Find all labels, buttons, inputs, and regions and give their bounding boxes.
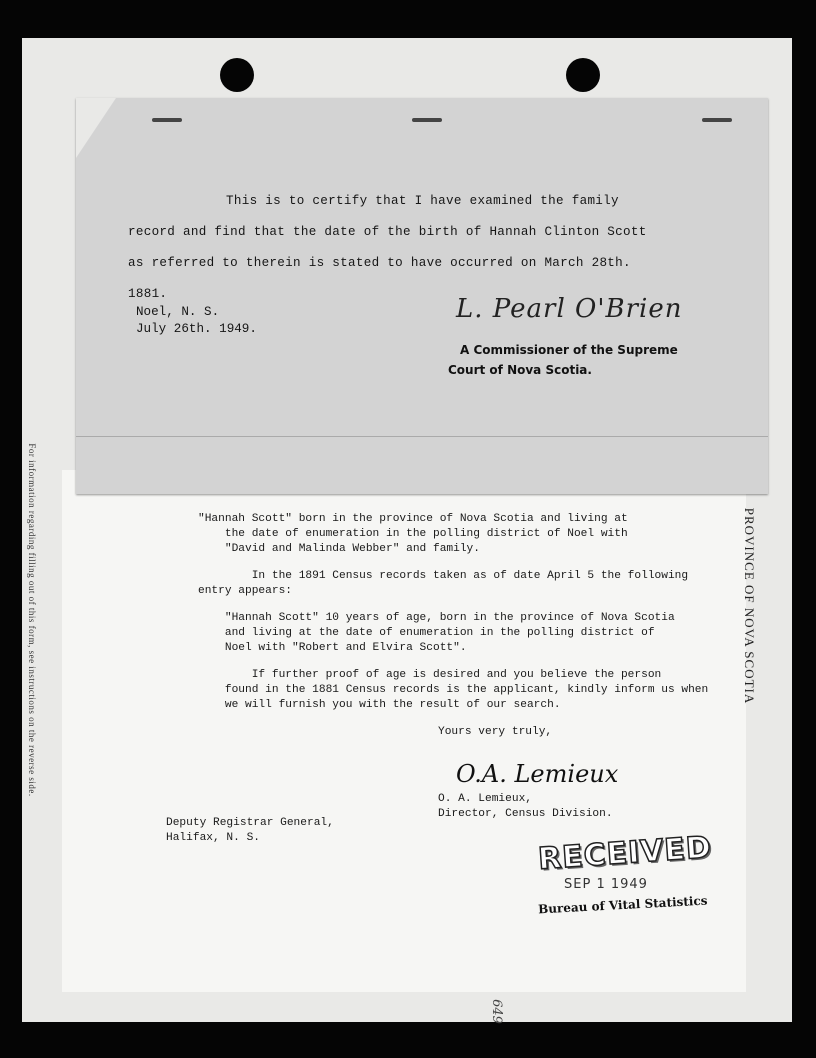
letter-paragraph-2: In the 1891 Census records taken as of date April 5 the following entry appears:: [198, 570, 689, 597]
footer-number: 649: [488, 999, 504, 1024]
certificate-fold-line: [76, 436, 768, 437]
certificate-body: [128, 186, 728, 310]
commissioner-title-line-2: Court of Nova Scotia.: [448, 363, 592, 377]
addressee-line-1: Deputy Registrar General,: [166, 817, 334, 829]
commissioner-signature: L. Pearl O'Brien: [456, 294, 683, 324]
certificate-line-4: 1881.: [128, 287, 168, 301]
certificate-line-3: as referred to therein is stated to have occurred on March 28th.: [128, 256, 631, 270]
letter-paragraph-3: "Hannah Scott" 10 years of age, born in the province of Nova Scotia and living at the date of enumeration in the polling district of Noel with "Robert and Elvira Scott".: [224, 612, 675, 654]
staple-middle: [412, 118, 442, 122]
staple-left: [152, 118, 182, 122]
stamp-date: SEP 1 1949: [564, 877, 648, 892]
punch-hole-right: [566, 58, 600, 92]
margin-instruction-text: For information regarding filling out of this form, see instructions on the reverse side.: [27, 443, 37, 797]
addressee-line-2: Halifax, N. S.: [166, 832, 260, 844]
letter-paragraph-1: "Hannah Scott" born in the province of Nova Scotia and living at the date of enumeration in the polling district of Noel with "David and Malinda Webber" and family.: [198, 513, 628, 555]
certificate-line-1: This is to certify that I have examined the family: [226, 194, 619, 208]
signer-name: O. A. Lemieux,: [438, 793, 532, 805]
signer-block: [438, 792, 613, 822]
census-letter: [62, 470, 746, 992]
certificate-line-2: record and find that the date of the birth of Hannah Clinton Scott: [128, 225, 647, 239]
certificate-slip: [76, 98, 768, 494]
stamp-bureau: Bureau of Vital Statistics: [537, 893, 708, 917]
certificate-date: July 26th. 1949.: [136, 322, 257, 336]
addressee-block: [166, 816, 334, 846]
letter-paragraph-4: If further proof of age is desired and you believe the person found in the 1881 Census records is the applicant, kindly inform us when we will furnish you with the result of our search.: [224, 669, 709, 711]
punch-hole-left: [220, 58, 254, 92]
letter-closing: Yours very truly,: [438, 726, 553, 738]
certificate-place-date: [136, 304, 257, 338]
right-edge-text: PROVINCE OF NOVA SCOTIA: [742, 507, 757, 705]
director-signature: O.A. Lemieux: [456, 760, 619, 788]
commissioner-title: [448, 340, 678, 380]
folded-corner: [76, 98, 116, 158]
commissioner-title-line-1: A Commissioner of the Supreme: [460, 343, 678, 357]
letter-body: [198, 512, 718, 725]
staple-right: [702, 118, 732, 122]
signer-title: Director, Census Division.: [438, 808, 613, 820]
certificate-place: Noel, N. S.: [136, 305, 220, 319]
stamp-heading: RECEIVED: [536, 829, 713, 878]
received-stamp: [536, 829, 738, 936]
